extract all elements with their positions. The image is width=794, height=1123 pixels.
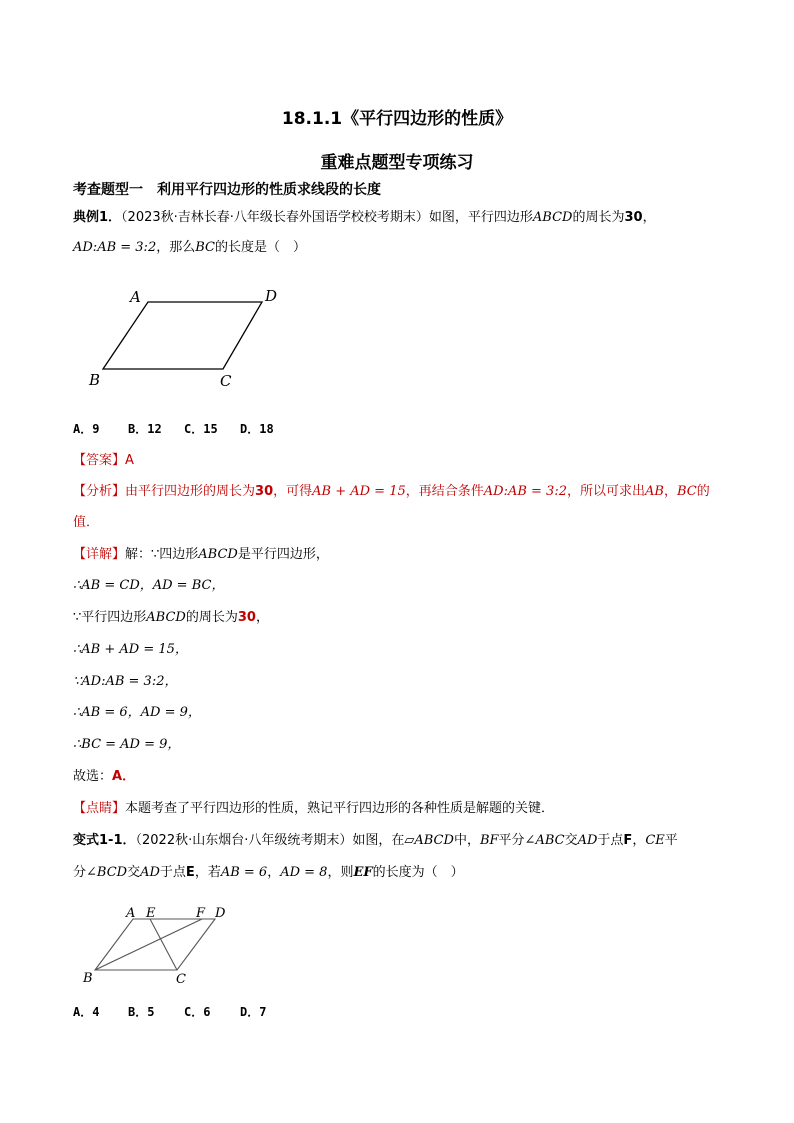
math-ad: AD: [577, 833, 598, 848]
variant-text: ，: [267, 865, 281, 880]
analysis-text: ，可得: [273, 484, 313, 499]
variant-text: ，: [632, 833, 646, 848]
variant-text: 的长度为（ ）: [372, 865, 464, 880]
example-question-line2: [73, 238, 306, 258]
variant-text: 于点: [597, 833, 624, 848]
example-text: ，那么: [156, 240, 196, 255]
math-angle-bcd: ∠BCD: [86, 865, 128, 880]
analysis-text: ，再结合条件: [405, 484, 484, 499]
vertex-label-b: B: [89, 371, 101, 389]
detail-tag: 【详解】: [73, 547, 126, 562]
vertex-label-d: D: [215, 906, 226, 921]
vertex-label-f: F: [196, 906, 206, 921]
variant-text: 中，: [453, 833, 480, 848]
example-text: 的周长为: [572, 210, 625, 225]
perimeter-value: 30: [624, 210, 643, 225]
point-f: F: [623, 833, 633, 848]
comment-text: 本题考查了平行四边形的性质，熟记平行四边形的各种性质是解题的关键．: [125, 801, 555, 816]
analysis-text: ，: [663, 484, 677, 499]
analysis-bc: BC: [676, 484, 697, 499]
example-text: 的长度是（ ）: [214, 240, 306, 255]
comment-tag: 【点睛】: [73, 801, 126, 816]
condition-ab: AB = 6: [220, 865, 268, 880]
analysis-num: 30: [255, 484, 274, 499]
detail-line8: [73, 767, 135, 787]
analysis-ratio: AD:AB = 3:2: [483, 484, 567, 499]
variant-text: 分: [73, 865, 87, 880]
variant-text: ，则: [327, 865, 354, 880]
example-question-line1: [73, 208, 656, 228]
options-row-2: [73, 1002, 333, 1022]
answer-tag: 【答案】: [73, 453, 126, 468]
detail-line7: ∴BC = AD = 9，: [73, 737, 181, 752]
math-bc: BC: [195, 240, 215, 255]
vertex-label-c: C: [176, 972, 186, 987]
bisector-figure: [80, 902, 240, 992]
detail-text: 是平行四边形，: [237, 547, 329, 562]
variant-label: 变式1-1．: [73, 833, 136, 848]
option-b: B．12: [128, 422, 162, 436]
section-heading: 考查题型一 利用平行四边形的性质求线段的长度: [73, 182, 381, 198]
variant-text: 交: [127, 865, 141, 880]
analysis-text: ，所以可求出: [566, 484, 645, 499]
option-c: C．6: [184, 1005, 211, 1019]
math-ad: AD: [140, 865, 160, 880]
example-text: 如图，平行四边形: [428, 210, 533, 225]
vertex-label-a: A: [126, 906, 136, 921]
vertex-label-b: B: [83, 971, 93, 986]
variant-source: （2022秋·山东烟台·八年级统考期末）: [135, 833, 353, 848]
math-abcd: ABCD: [146, 610, 186, 625]
example-text: ，: [642, 210, 656, 225]
detail-num: 30: [237, 610, 256, 625]
math-angle-abc: ∠ABC: [524, 833, 565, 848]
doc-subtitle: 重难点题型专项练习: [320, 153, 474, 173]
variant-text: 于点: [159, 865, 186, 880]
detail-line3: [73, 608, 269, 628]
variant-text: 平: [664, 833, 678, 848]
option-b: B．5: [128, 1005, 155, 1019]
detail-line1: [73, 545, 329, 565]
comment-line: [73, 799, 554, 819]
option-a: A．4: [73, 1005, 100, 1019]
parallelogram-shape: [103, 302, 262, 369]
segment-ce: [150, 919, 177, 970]
variant-text: 交: [564, 833, 578, 848]
vertex-label-a: A: [130, 288, 141, 306]
answer-value: A: [125, 453, 134, 468]
variant-text: 如图，在: [352, 833, 405, 848]
segment-bf: [95, 919, 202, 970]
parallelogram-shape: [95, 919, 215, 970]
variant-question-line2: [73, 863, 464, 883]
math-parallelogram: ▱ABCD: [404, 833, 454, 848]
point-e: E: [185, 865, 195, 880]
analysis-line1: [73, 482, 710, 502]
variant-text: 平分: [498, 833, 525, 848]
math-abcd: ABCD: [198, 547, 238, 562]
option-d: D．18: [240, 422, 274, 436]
detail-text: 故选：: [73, 769, 113, 784]
math-abcd: ABCD: [532, 210, 573, 225]
math-bf: BF: [479, 833, 499, 848]
detail-answer: A．: [112, 769, 136, 784]
example-label: 典例1．: [73, 210, 122, 225]
ratio-expression: AD:AB = 3:2: [73, 240, 157, 255]
option-d: D．7: [240, 1005, 267, 1019]
doc-title: 18.1.1《平行四边形的性质》: [281, 109, 513, 129]
variant-text: ，若: [194, 865, 221, 880]
parallelogram-figure: [80, 285, 290, 395]
detail-text: ∵平行四边形: [73, 610, 147, 625]
analysis-ab: AB: [645, 484, 664, 499]
detail-text: ，: [255, 610, 269, 625]
detail-text: 的周长为: [185, 610, 238, 625]
vertex-label-d: D: [265, 287, 278, 305]
option-a: A．9: [73, 422, 100, 436]
detail-text: 解：∵四边形: [125, 547, 199, 562]
analysis-eq: AB + AD = 15: [312, 484, 406, 499]
vertex-label-e: E: [146, 906, 156, 921]
variant-question-line1: [73, 831, 678, 851]
detail-line4: ∴AB + AD = 15，: [73, 642, 188, 657]
vertex-label-c: C: [220, 372, 232, 390]
math-ef: EF: [353, 865, 373, 880]
analysis-tag: 【分析】: [73, 484, 126, 499]
example-source: （2023秋·吉林长春·八年级长春外国语学校校考期末）: [121, 210, 429, 225]
options-row-1: [73, 419, 333, 439]
option-c: C．15: [184, 422, 218, 436]
analysis-text: 由平行四边形的周长为: [125, 484, 256, 499]
analysis-line2: 值．: [73, 515, 100, 530]
detail-line2: ∴AB = CD，AD = BC，: [73, 578, 225, 593]
math-ce: CE: [645, 833, 665, 848]
detail-line6: ∴AB = 6，AD = 9，: [73, 705, 201, 720]
analysis-text: 的: [696, 484, 710, 499]
detail-line5: ∵AD:AB = 3:2，: [73, 674, 178, 689]
answer-line: [73, 451, 134, 471]
condition-ad: AD = 8: [280, 865, 328, 880]
